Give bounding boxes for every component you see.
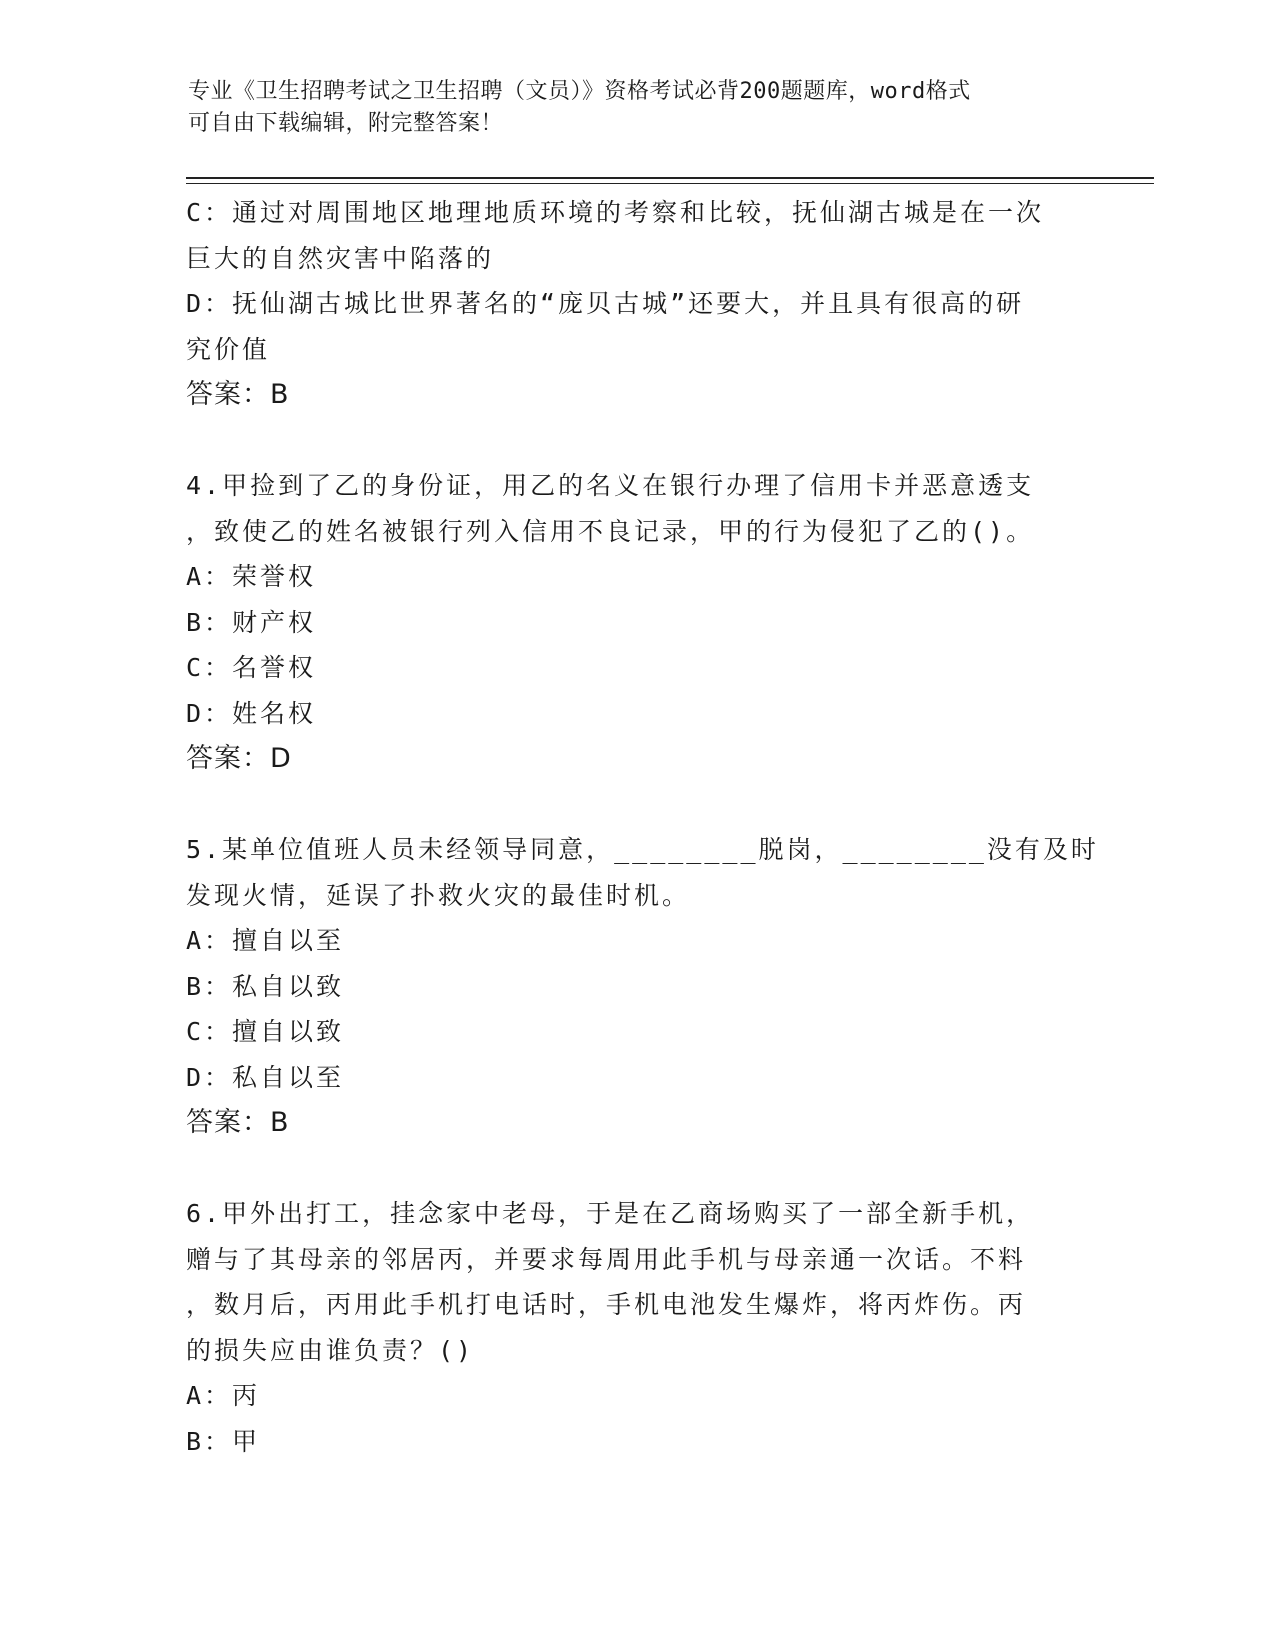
q5-option-b: B：私自以致: [186, 971, 345, 1001]
q4-option-c: C：名誉权: [186, 653, 317, 682]
q6-stem-line-3: ，数月后，丙用此手机打电话时，手机电池发生爆炸，将丙炸伤。丙: [186, 1290, 1027, 1319]
document-header: [188, 76, 1088, 140]
q3-option-c-line-1: C：通过对周围地区地理地质环境的考察和比较，抚仙湖古城是在一次: [186, 198, 1045, 227]
spacer: [186, 782, 1086, 828]
q5-option-a: A：擅自以至: [186, 926, 345, 955]
q5-option-c: C：擅自以致: [186, 1017, 345, 1046]
spacer: [186, 418, 1086, 464]
q4-option-d: D：姓名权: [186, 698, 317, 728]
q6-option-b: B：甲: [186, 1426, 261, 1456]
q6-stem-line-1: 6.甲外出打工，挂念家中老母，于是在乙商场购买了一部全新手机，: [186, 1199, 1035, 1228]
q5-option-d: D：私自以至: [186, 1062, 345, 1092]
q5-stem-line-1: 5.某单位值班人员未经领导同意，________脱岗，________没有及时: [186, 835, 1099, 864]
q5-stem-line-2: 发现火情，延误了扑救火灾的最佳时机。: [186, 880, 691, 910]
header-title-line-1: 专业《卫生招聘考试之卫生招聘（文员）》资格考试必背200题题库，word格式: [188, 79, 971, 104]
q6-stem-line-4: 的损失应由谁负责？(): [186, 1335, 475, 1365]
header-divider-thick: [186, 177, 1154, 179]
question-4-block: [186, 463, 1086, 782]
q6-stem-line-2: 赠与了其母亲的邻居丙，并要求每周用此手机与母亲通一次话。不料: [186, 1244, 1027, 1274]
header-title-line-2: 可自由下载编辑，附完整答案！: [188, 111, 504, 136]
q3-answer: 答案：B: [186, 379, 290, 410]
q3-option-d-line-2: 究价值: [186, 334, 271, 364]
question-5-block: [186, 827, 1099, 1146]
q6-option-a: A：丙: [186, 1381, 261, 1410]
q4-stem-line-1: 4.甲捡到了乙的身份证，用乙的名义在银行办理了信用卡并恶意透支: [186, 471, 1035, 500]
header-divider-thin: [186, 183, 1154, 184]
question-3-block: [186, 190, 1086, 418]
q4-stem-line-2: ，致使乙的姓名被银行列入信用不良记录，甲的行为侵犯了乙的()。: [186, 516, 1035, 546]
q3-option-d-line-1: D：抚仙湖古城比世界著名的“庞贝古城”还要大，并且具有很高的研: [186, 289, 1025, 318]
spacer: [186, 1146, 1086, 1192]
q4-option-a: A：荣誉权: [186, 562, 317, 591]
question-content: [186, 190, 1099, 1464]
question-6-block: [186, 1191, 1086, 1464]
q4-answer: 答案：D: [186, 743, 292, 774]
q3-option-c-line-2: 巨大的自然灾害中陷落的: [186, 243, 495, 273]
q5-answer: 答案：B: [186, 1107, 290, 1138]
q4-option-b: B：财产权: [186, 607, 317, 637]
